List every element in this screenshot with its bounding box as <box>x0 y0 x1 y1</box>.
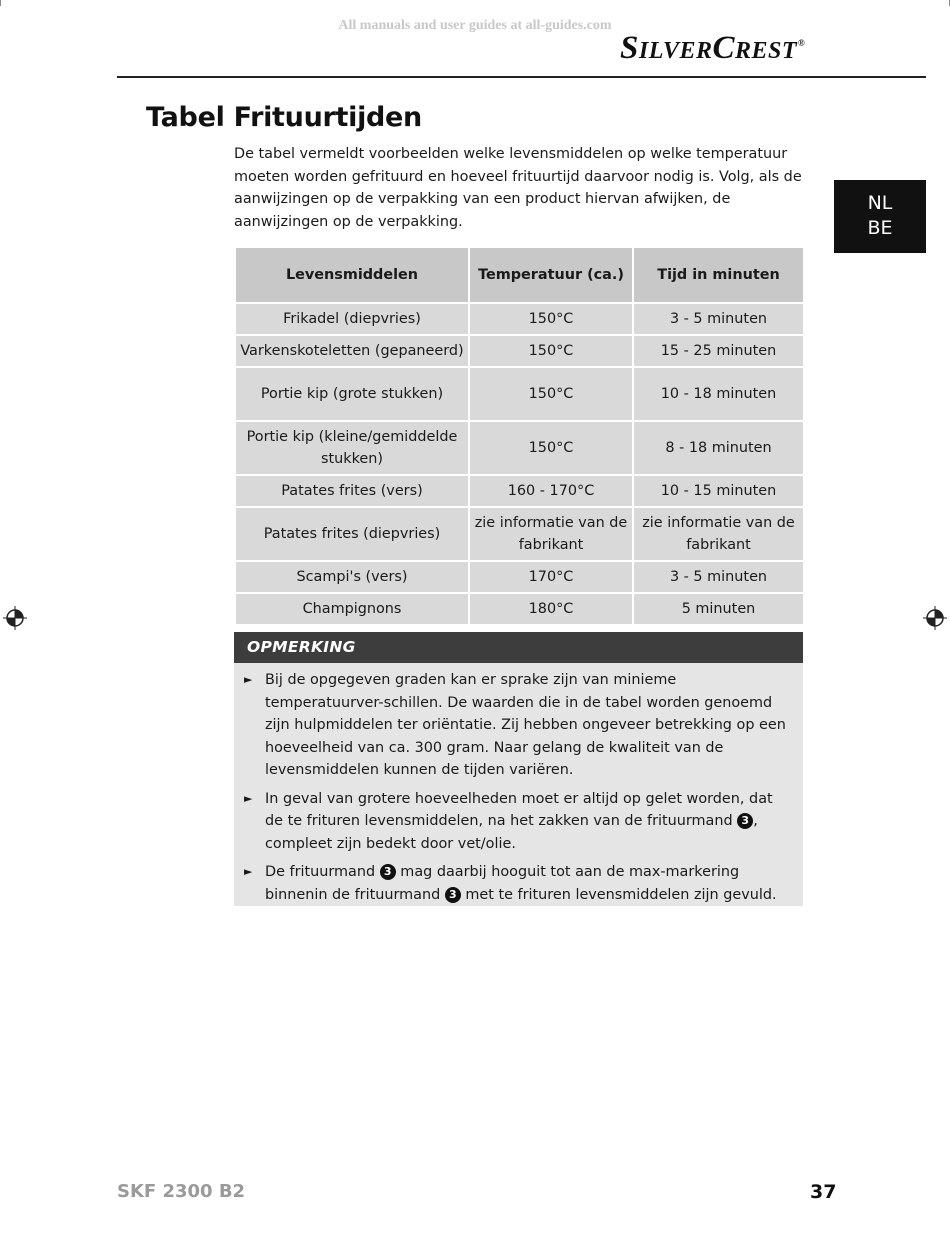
watermark: All manuals and user guides at all-guides.com <box>338 18 612 33</box>
table-cell: Frikadel (diepvries) <box>235 303 469 335</box>
table-row <box>235 303 804 335</box>
table-cell: 5 minuten <box>633 593 804 625</box>
table-cell: Portie kip (grote stukken) <box>235 367 469 421</box>
table-cell: Varkenskoteletten (gepaneerd) <box>235 335 469 367</box>
brand-logo: SILVERCREST® <box>620 30 806 66</box>
list-item: ► In geval van grotere hoeveelheden moet er altijd op gelet worden, dat de te frituren levensmiddelen, na het zakken van de frituurmand 3 , compleet zijn bedekt door vet/olie. <box>234 788 803 856</box>
table-cell: Portie kip (kleine/gemiddelde stukken) <box>235 421 469 475</box>
table-cell: 150°C <box>469 335 633 367</box>
column-header: Temperatuur (ca.) <box>469 247 633 303</box>
frying-times-table <box>234 246 805 626</box>
crop-mark <box>0 0 1 6</box>
registration-mark-icon <box>923 606 947 630</box>
table-cell: Scampi's (vers) <box>235 561 469 593</box>
bullet-arrow-icon: ► <box>244 865 253 878</box>
table-row <box>235 367 804 421</box>
table-cell: 150°C <box>469 367 633 421</box>
bullet-arrow-icon: ► <box>244 791 253 805</box>
list-item: ► Bij de opgegeven graden kan er sprake zijn van minieme temperatuurver-schillen. De waarden die in de tabel worden genoemd zijn hulpmiddelen ter oriëntatie. Zij hebben ongeveer betrekking op een hoeveelheid van ca. 300 gram. Naar gelang de kwaliteit van de levensmiddelen kunnen de tijden variëren. <box>234 669 803 782</box>
part-number-badge: 3 <box>445 887 461 903</box>
header-rule <box>117 76 926 78</box>
table-cell: 3 - 5 minuten <box>633 561 804 593</box>
page-number: 37 <box>810 1181 837 1203</box>
table-row <box>235 507 804 561</box>
table-cell: Patates frites (diepvries) <box>235 507 469 561</box>
table-cell: 150°C <box>469 421 633 475</box>
table-cell: 150°C <box>469 303 633 335</box>
list-item: ► De frituurmand 3 mag daarbij hooguit tot aan de max-markering binnenin de frituurmand 3 met te frituren levensmiddelen zijn gevuld. <box>234 861 803 906</box>
note-title: OPMERKING <box>234 632 803 663</box>
language-code-nl: NL <box>867 192 893 214</box>
page-title: Tabel Frituurtijden <box>146 102 422 133</box>
column-header: Tijd in minuten <box>633 247 804 303</box>
table-cell: 15 - 25 minuten <box>633 335 804 367</box>
language-code-be: BE <box>867 217 893 239</box>
table-header-row <box>235 247 804 303</box>
table-cell: Patates frites (vers) <box>235 475 469 507</box>
table-cell: Champignons <box>235 593 469 625</box>
table-cell: 10 - 15 minuten <box>633 475 804 507</box>
table-cell: 170°C <box>469 561 633 593</box>
table-row <box>235 335 804 367</box>
part-number-badge: 3 <box>380 864 396 880</box>
table-cell: 180°C <box>469 593 633 625</box>
table-row <box>235 475 804 507</box>
language-tab <box>834 180 926 253</box>
column-header: Levensmiddelen <box>235 247 469 303</box>
intro-paragraph: De tabel vermeldt voorbeelden welke levensmiddelen op welke temperatuur moeten worden gefrituurd en hoeveel frituurtijd daarvoor nodig is. Volg, als de aanwijzingen op de verpakking van een product hiervan afwijken, de aanwijzingen op de verpakking. <box>234 146 802 230</box>
table-cell: 10 - 18 minuten <box>633 367 804 421</box>
table-row <box>235 561 804 593</box>
registration-mark-icon <box>3 606 27 630</box>
table-row <box>235 421 804 475</box>
table-cell: 160 - 170°C <box>469 475 633 507</box>
table-cell: zie informatie van de fabrikant <box>633 507 804 561</box>
table-row <box>235 593 804 625</box>
table-cell: 3 - 5 minuten <box>633 303 804 335</box>
model-number: SKF 2300 B2 <box>117 1181 246 1202</box>
bullet-arrow-icon: ► <box>244 673 253 686</box>
table-cell: zie informatie van de fabrikant <box>469 507 633 561</box>
note-box <box>234 632 803 906</box>
part-number-badge: 3 <box>737 813 753 829</box>
table-cell: 8 - 18 minuten <box>633 421 804 475</box>
note-list <box>234 669 803 906</box>
